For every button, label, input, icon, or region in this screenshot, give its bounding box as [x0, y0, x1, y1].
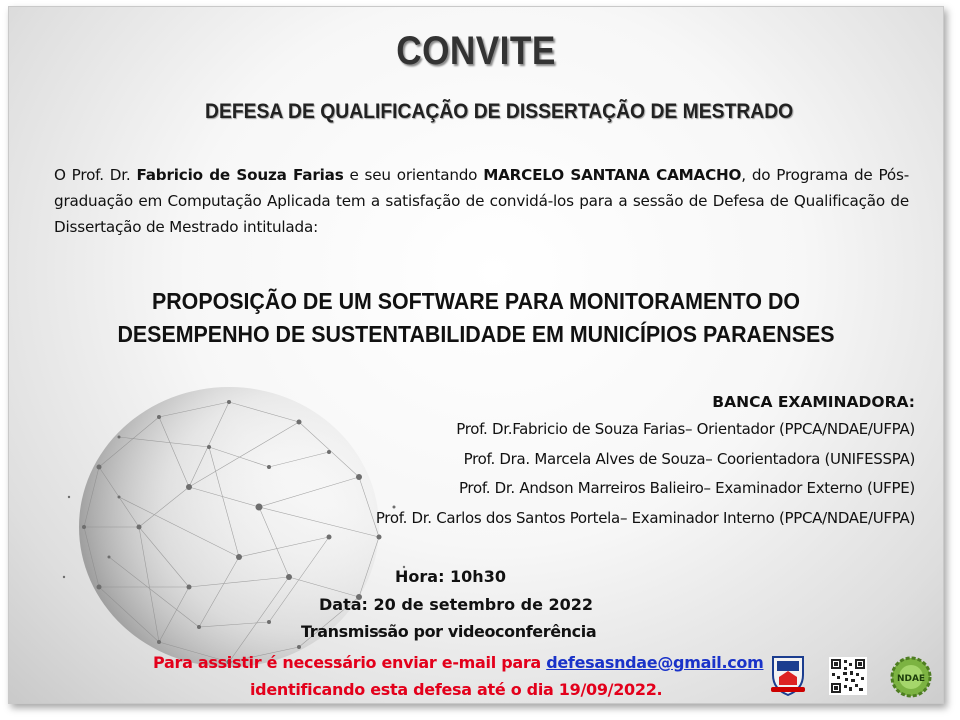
student-name: MARCELO SANTANA CAMACHO — [483, 166, 742, 184]
attendance-notice-line-2: identificando esta defesa até o dia 19/09/2022. — [250, 680, 663, 699]
university-crest-logo — [767, 653, 809, 697]
event-transmission: Transmissão por videoconferência — [301, 622, 597, 641]
contact-email-link[interactable]: defesasndae@gmail.com — [546, 653, 764, 672]
thesis-title-line-2: DESEMPENHO DE SUSTENTABILIDADE EM MUNICÍPIOS PARAENSES — [117, 321, 835, 347]
examining-board — [376, 389, 915, 533]
examining-board-heading: BANCA EXAMINADORA: — [712, 393, 915, 411]
board-member: Prof. Dra. Marcela Alves de Souza– Coorientadora (UNIFESSPA) — [463, 449, 915, 468]
invitation-card — [8, 6, 944, 704]
board-member: Prof. Dr. Carlos dos Santos Portela– Examinador Interno (PPCA/NDAE/UFPA) — [375, 508, 915, 527]
thesis-title — [42, 285, 911, 351]
advisor-name: Fabricio de Souza Farias — [136, 166, 344, 184]
ndae-logo-text: NDAE — [896, 674, 926, 684]
intro-text-2: e seu orientando — [343, 166, 484, 184]
attendance-notice-line-1 — [153, 653, 763, 672]
page-title: CONVITE — [396, 29, 556, 73]
intro-text-3: , do Programa de Pós-graduação em Computação Aplicada tem a satisfação de convidá-los para a sessão de Defesa de Qualificação de Dissertação de Mestrado intitulada: — [54, 166, 909, 236]
intro-paragraph — [54, 162, 909, 240]
notice-text: Para assistir é necessário enviar e-mail para — [153, 653, 547, 672]
intro-text-1: O Prof. Dr. — [54, 166, 137, 184]
board-member: Prof. Dr. Andson Marreiros Balieiro– Examinador Externo (UFPE) — [458, 479, 915, 497]
qr-code-icon — [829, 657, 867, 695]
ndae-logo — [889, 655, 933, 699]
event-subtitle: DEFESA DE QUALIFICAÇÃO DE DISSERTAÇÃO DE MESTRADO — [205, 100, 794, 123]
event-date: Data: 20 de setembro de 2022 — [319, 595, 594, 614]
event-time: Hora: 10h30 — [395, 567, 506, 586]
board-member: Prof. Dr.Fabricio de Souza Farias– Orientador (PPCA/NDAE/UFPA) — [456, 420, 915, 438]
thesis-title-line-1: PROPOSIÇÃO DE UM SOFTWARE PARA MONITORAMENTO DO — [151, 288, 801, 314]
